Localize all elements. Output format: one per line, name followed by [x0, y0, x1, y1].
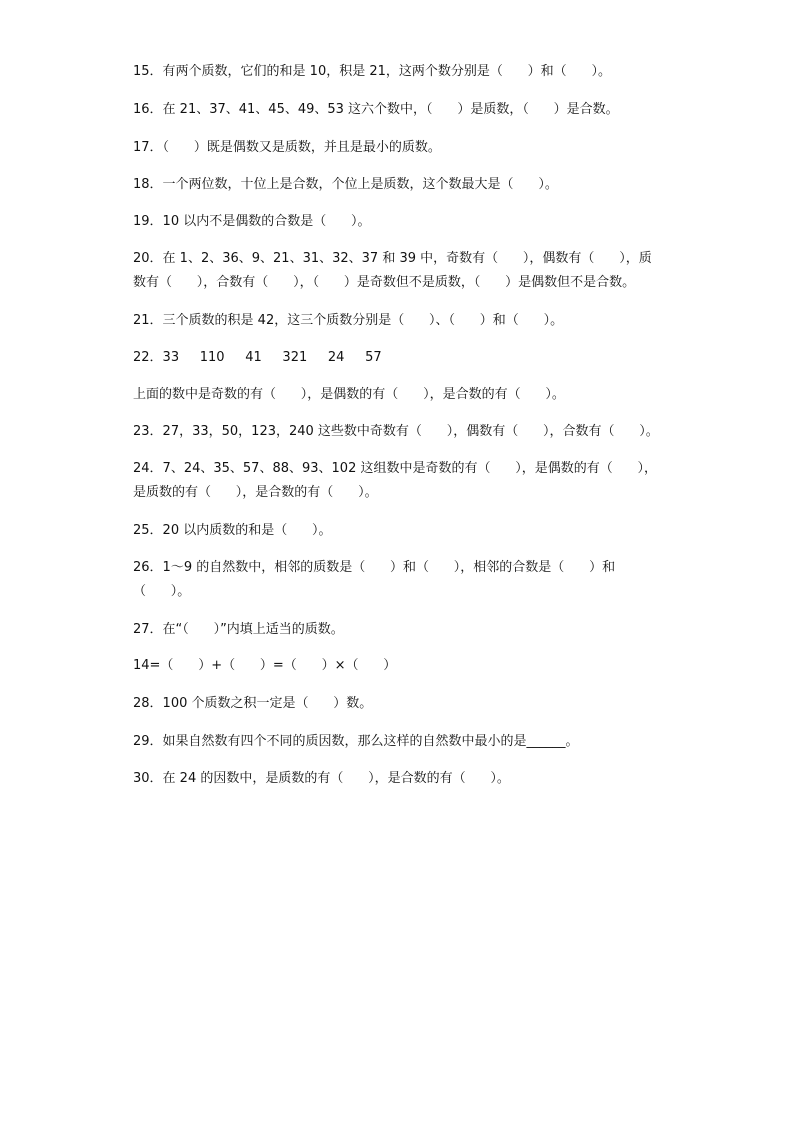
question-22-cont: 上面的数中是奇数的有（ ），是偶数的有（ ），是合数的有（ ）。: [133, 387, 565, 402]
question-24-cont: 是质数的有（ ），是合数的有（ ）。: [133, 485, 378, 500]
question-27-cont: 14=（ ）+（ ）=（ ）×（ ）: [133, 658, 397, 673]
question-20-cont: 数有（ ），合数有（ ），（ ）是奇数但不是质数，（ ）是偶数但不是合数。: [133, 275, 636, 290]
question-26: 26．1～9 的自然数中，相邻的质数是（ ）和（ ），相邻的合数是（ ）和: [133, 560, 616, 575]
question-29: 29．如果自然数有四个不同的质因数，那么这样的自然数中最小的是______。: [133, 734, 579, 749]
question-23: 23．27，33，50，123，240 这些数中奇数有（ ），偶数有（ ），合数有（ ）。: [133, 424, 659, 439]
question-25: 25．20 以内质数的和是（ ）。: [133, 523, 332, 538]
question-28: 28．100 个质数之积一定是（ ）数。: [133, 696, 373, 711]
question-20: 20．在 1、2、36、9、21、31、32、37 和 39 中，奇数有（ ），偶数有（ ），质: [133, 251, 652, 266]
question-27: 27．在“（ ）”内填上适当的质数。: [133, 622, 344, 637]
question-19: 19．10 以内不是偶数的合数是（ ）。: [133, 214, 371, 229]
question-21: 21．三个质数的积是 42，这三个质数分别是（ ）、（ ）和（ ）。: [133, 313, 564, 328]
question-24: 24．7、24、35、57、88、93、102 这组数中是奇数的有（ ），是偶数的有（ ），: [133, 461, 658, 476]
question-22: 22．33 110 41 321 24 57: [133, 350, 382, 365]
question-30: 30．在 24 的因数中，是质数的有（ ），是合数的有（ ）。: [133, 771, 510, 786]
question-17: 17．（ ）既是偶数又是质数，并且是最小的质数。: [133, 140, 441, 155]
question-16: 16．在 21、37、41、45、49、53 这六个数中，（ ）是质数，（ ）是合数。: [133, 102, 619, 117]
question-18: 18．一个两位数，十位上是合数，个位上是质数，这个数最大是（ ）。: [133, 177, 558, 192]
question-26-cont: （ ）。: [133, 584, 191, 599]
question-15: 15．有两个质数，它们的和是 10，积是 21，这两个数分别是（ ）和（ ）。: [133, 64, 611, 79]
